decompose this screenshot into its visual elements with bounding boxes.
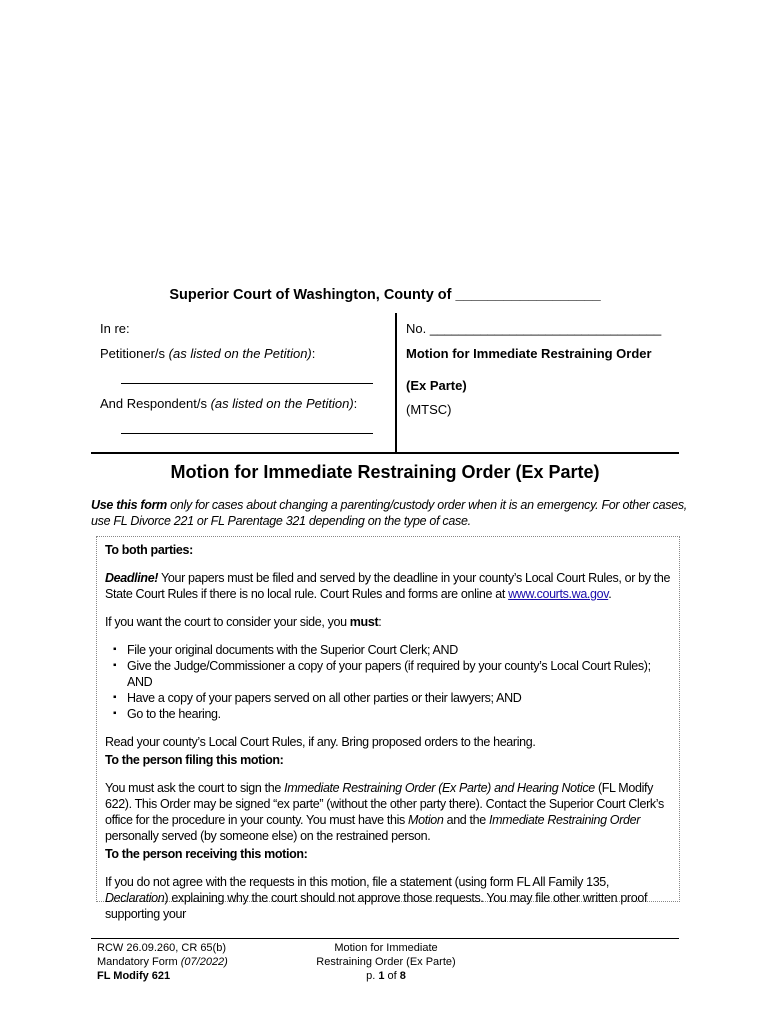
in-re-label: In re: bbox=[100, 321, 130, 336]
list-item: ▪ Give the Judge/Commissioner a copy of your papers (if required by your county’s Local Court Rules); AND bbox=[127, 658, 671, 690]
filing-italic-1: Immediate Restraining Order (Ex Parte) and Hearing Notice bbox=[284, 781, 595, 795]
respondent-name-line[interactable] bbox=[121, 433, 373, 434]
motion-title-line1: Motion for Immediate Restraining Order bbox=[406, 346, 652, 361]
respondent-note: (as listed on the Petition) bbox=[210, 396, 354, 411]
list-item: ▪ File your original documents with the Superior Court Clerk; AND bbox=[127, 642, 671, 658]
deadline-period: . bbox=[608, 587, 612, 601]
page-of: of bbox=[384, 970, 400, 982]
list-item: ▪ Have a copy of your papers served on all other parties or their lawyers; AND bbox=[127, 690, 671, 706]
footer-title-line2: Restraining Order (Ex Parte) bbox=[316, 956, 456, 968]
petitioner-text: Petitioner/s bbox=[100, 346, 166, 361]
form-code: (MTSC) bbox=[406, 402, 452, 417]
receiving-paragraph bbox=[105, 874, 671, 922]
caption-bottom-rule bbox=[91, 452, 679, 454]
petitioner-name-line[interactable] bbox=[121, 383, 373, 384]
mandatory-date: (07/2022) bbox=[180, 956, 228, 968]
case-number[interactable]: No. ________________________________ bbox=[406, 321, 662, 336]
filing-text-2: (FL Modify 622). This Order may be signed “ex parte” (without the other party there). Contact the Superior Court Clerk’s office for the procedure in your county. You must have this bbox=[105, 781, 664, 827]
intro-rest: only for cases about changing a parenting/custody order when it is an emergency. For other cases, use FL Divorce 221 or FL Parentage 321 depending on the type of case. bbox=[91, 498, 687, 528]
document-title: Motion for Immediate Restraining Order (Ex Parte) bbox=[170, 462, 600, 482]
respondent-label bbox=[100, 396, 357, 411]
receiving-text-2: ) explaining why the court should not approve those requests. You may file other written proof supporting your bbox=[105, 891, 648, 921]
caption-divider bbox=[395, 313, 397, 452]
petitioner-label bbox=[100, 346, 315, 361]
page-total: 8 bbox=[399, 970, 406, 982]
courts-link[interactable]: www.courts.wa.gov bbox=[508, 587, 609, 601]
intro-bold: Use this form bbox=[91, 498, 167, 512]
list-item: ▪ Go to the hearing. bbox=[127, 706, 671, 722]
page-prefix: p. bbox=[366, 970, 379, 982]
filing-paragraph bbox=[105, 780, 671, 844]
footer-mandatory bbox=[97, 955, 228, 969]
deadline-label: Deadline! bbox=[105, 571, 159, 585]
consider-colon: : bbox=[378, 615, 382, 629]
mandatory-label: Mandatory Form bbox=[97, 956, 181, 968]
receiving-heading: To the person receiving this motion: bbox=[105, 847, 308, 861]
must-word: must bbox=[349, 615, 379, 629]
both-parties-heading: To both parties: bbox=[105, 543, 193, 557]
footer-left bbox=[97, 941, 228, 983]
receiving-text-1: If you do not agree with the requests in this motion, file a statement (using form FL All Family 135, bbox=[105, 875, 610, 889]
footer-rule bbox=[91, 938, 679, 939]
footer-rcw: RCW 26.09.260, CR 65(b) bbox=[97, 942, 226, 954]
motion-title-line2: (Ex Parte) bbox=[406, 378, 467, 393]
instructions-box bbox=[96, 536, 680, 921]
footer-center bbox=[286, 941, 486, 983]
intro-text bbox=[91, 497, 691, 529]
court-title: Superior Court of Washington, County of __________________ bbox=[169, 287, 601, 303]
deadline-text: Your papers must be filed and served by the deadline in your county’s Local Court Rules, or by the State Court Rules if there is no local rule. Court Rules and forms are online at bbox=[105, 571, 671, 601]
filing-italic-2: Motion bbox=[408, 813, 444, 827]
filing-text-4: personally served (by someone else) on the restrained person. bbox=[105, 829, 431, 843]
filing-italic-3: Immediate Restraining Order bbox=[488, 813, 641, 827]
footer-page bbox=[286, 969, 486, 983]
consider-paragraph bbox=[105, 614, 671, 630]
read-rules-text: Read your county’s Local Court Rules, if any. Bring proposed orders to the hearing. bbox=[105, 735, 536, 749]
page-number: 1 bbox=[378, 970, 385, 982]
filing-text-1: You must ask the court to sign the bbox=[105, 781, 285, 795]
respondent-colon: : bbox=[353, 396, 358, 411]
deadline-paragraph bbox=[105, 570, 671, 602]
receiving-italic-1: Declaration bbox=[105, 891, 165, 905]
filing-text-3: and the bbox=[443, 813, 489, 827]
respondent-text: And Respondent/s bbox=[100, 396, 207, 411]
footer-form-id: FL Modify 621 bbox=[97, 970, 171, 982]
consider-text: If you want the court to consider your side, you bbox=[105, 615, 350, 629]
footer-title-line1: Motion for Immediate bbox=[334, 942, 438, 954]
filing-heading: To the person filing this motion: bbox=[105, 753, 284, 767]
petitioner-colon: : bbox=[311, 346, 316, 361]
petitioner-note: (as listed on the Petition) bbox=[168, 346, 312, 361]
requirements-list bbox=[105, 642, 671, 722]
